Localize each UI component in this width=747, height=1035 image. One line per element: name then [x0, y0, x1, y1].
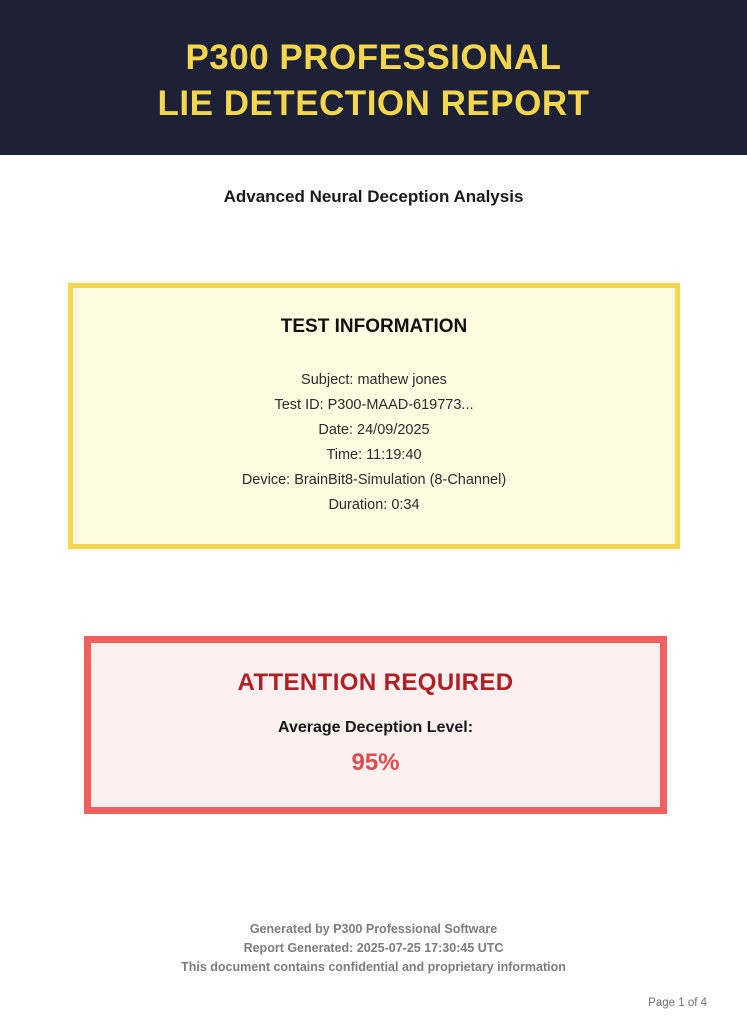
footer-report-generated: Report Generated: 2025-07-25 17:30:45 UTC: [243, 941, 504, 955]
test-info-test-id: Test ID: P300-MAAD-619773...: [274, 397, 474, 413]
footer-confidentiality-notice: This document contains confidential and proprietary information: [181, 960, 566, 974]
report-subtitle: Advanced Neural Deception Analysis: [223, 187, 524, 206]
test-info-subject: Subject: mathew jones: [301, 372, 447, 388]
page-number: Page 1 of 4: [648, 997, 707, 1009]
test-info-duration: Duration: 0:34: [328, 497, 420, 513]
report-title-line-2: LIE DETECTION REPORT: [157, 83, 590, 123]
report-title-line-1: P300 PROFESSIONAL: [185, 37, 562, 77]
average-deception-value: 95%: [351, 749, 400, 776]
footer-generated-by: Generated by P300 Professional Software: [249, 922, 498, 936]
test-info-device: Device: BrainBit8-Simulation (8-Channel): [241, 472, 507, 488]
report-footer: [0, 920, 747, 977]
average-deception-label: Average Deception Level:: [277, 719, 474, 736]
report-header-banner: [0, 0, 747, 155]
test-information-panel: [68, 283, 680, 549]
test-info-date: Date: 24/09/2025: [318, 422, 430, 438]
attention-required-title: ATTENTION REQUIRED: [237, 669, 514, 696]
test-info-time: Time: 11:19:40: [326, 447, 422, 463]
test-information-title: TEST INFORMATION: [280, 316, 468, 337]
attention-required-panel: [84, 636, 667, 814]
